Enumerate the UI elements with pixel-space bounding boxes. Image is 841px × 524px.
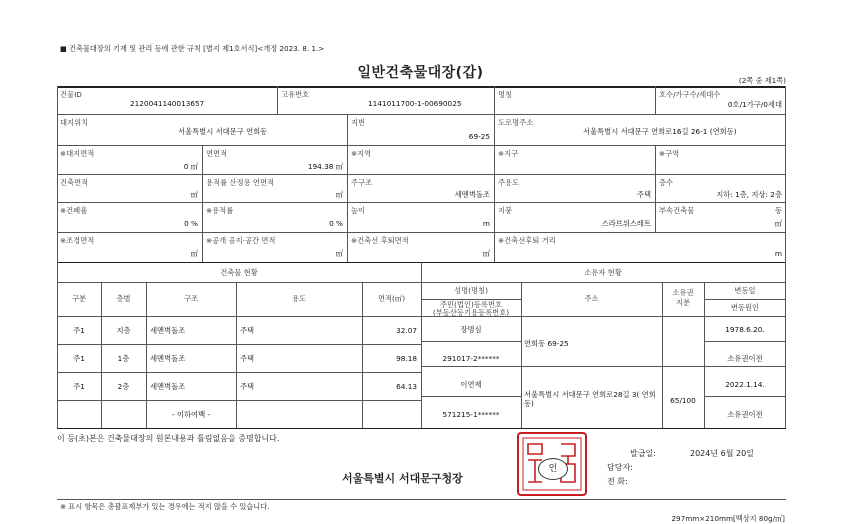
paper-spec: 297mm×210mm[백상지 80g/㎡]: [671, 514, 785, 523]
use-label: 주용도: [498, 178, 520, 187]
row-structure: 세멘벽돌조: [150, 354, 186, 363]
height-label: 높이: [351, 206, 366, 215]
legal-note: ■ 건축물대장의 기재 및 관리 등에 관한 규칙 [별지 제1호서식]<개정 2023. 8. 1.>: [60, 44, 325, 53]
site-area-label: ※대지면적: [60, 149, 95, 158]
far-label: ※용적률: [206, 206, 234, 215]
landscape-label: ※조경면적: [60, 236, 95, 245]
official-seal: [517, 432, 587, 496]
units-label: 호수/가구수/세대수: [659, 90, 721, 99]
unique-no-value: 1141011700-1-00690025: [368, 99, 462, 108]
setback-dist-value: m: [774, 249, 782, 258]
row-area: 64.13: [396, 382, 417, 391]
col-area: 면적(㎡): [377, 294, 406, 303]
building-id-label: 건물ID: [60, 90, 82, 99]
bcr-value: 0 %: [184, 219, 198, 228]
owner-change-cause: 소유권이전: [727, 410, 763, 419]
annex-count-unit: 동: [774, 206, 782, 215]
issue-date-value: 2024년 6월 20일: [690, 449, 754, 458]
owner-status-header: 소유자 현황: [584, 268, 622, 277]
owner-change-date: 2022.1.14.: [725, 380, 765, 389]
structure-value: 세멘벽돌조: [454, 190, 490, 199]
issuer-name: 서울특별시 서대문구청장: [342, 472, 463, 485]
road-value: 서울특별시 서대문구 연희로16길 26-1 (연희동): [583, 127, 737, 136]
height-value: m: [482, 219, 490, 228]
site-value: 서울특별시 서대문구 연희동: [178, 127, 268, 136]
page-info: (2쪽 중 제1쪽): [738, 76, 786, 85]
district-label: ※지구: [498, 149, 519, 158]
setback-area-label: ※건축선 후퇴면적: [351, 236, 409, 245]
owner-id: 571215-1******: [442, 410, 500, 419]
far-value: 0 %: [329, 219, 343, 228]
use-value: 주택: [636, 190, 651, 199]
col-owner-id-sub: (부동산등기용등록번호): [432, 308, 510, 317]
row-area: 98.18: [396, 354, 417, 363]
row-structure: 세멘벽돌조: [150, 326, 186, 335]
row-area: 32.07: [396, 326, 417, 335]
issue-date-label: 발급일:: [630, 449, 656, 458]
structure-label: 주구조: [351, 178, 373, 187]
sector-label: ※구역: [659, 149, 680, 158]
far-area-label: 용적률 산정용 연면적: [206, 178, 275, 187]
col-share-sub: 지분: [675, 298, 691, 307]
bldg-area-label: 건축면적: [60, 178, 89, 187]
owner-address: 연희동 69-25: [524, 339, 569, 348]
row-floor: 지층: [116, 326, 131, 335]
row-type: 주1: [73, 326, 85, 335]
roof-value: 스라브위스레트: [601, 219, 651, 228]
name-label: 명칭: [498, 90, 513, 99]
site-label: 대지위치: [60, 118, 89, 127]
col-use: 용도: [291, 294, 307, 303]
col-floor: 층별: [116, 294, 131, 303]
col-share: 소유권: [672, 288, 694, 297]
col-type: 구분: [71, 294, 87, 303]
setback-dist-label: ※건축선후퇴 거리: [498, 236, 556, 245]
floors-label: 층수: [659, 178, 674, 187]
units-value: 0호/1가구/0세대: [727, 100, 782, 109]
floor-area-value: 194.38 ㎡: [307, 162, 343, 171]
owner-address: 서울특별시 서대문구 연희로28길 3( 연희동): [524, 390, 656, 408]
phone-label: 전 화:: [607, 477, 628, 486]
col-address: 주소: [584, 294, 599, 303]
row-type: 주1: [73, 382, 85, 391]
setback-area-value: ㎡: [482, 249, 490, 258]
annex-label: 부속건축물: [659, 206, 695, 215]
unique-no-label: 고유번호: [281, 90, 310, 99]
owner-id: 291017-2******: [442, 354, 500, 363]
col-owner-id: 주민(법인)등록번호: [439, 300, 503, 309]
row-use: 주택: [240, 354, 255, 363]
road-label: 도로명주소: [498, 118, 534, 127]
col-structure: 구조: [183, 294, 199, 303]
landscape-value: ㎡: [190, 249, 198, 258]
open-space-value: ㎡: [335, 249, 343, 258]
row-floor: 1층: [117, 354, 130, 363]
seal-mark: 인: [538, 458, 568, 480]
blank-note: - 이하여백 -: [172, 410, 211, 419]
building-id-value: 2120041140013657: [130, 99, 205, 108]
owner-share: 65/100: [670, 396, 696, 405]
certify-statement: 이 등(초)본은 건축물대장의 원본내용과 틀림없음을 증명합니다.: [57, 434, 280, 443]
row-floor: 2층: [117, 382, 130, 391]
open-space-label: ※공개 공지·공간 면적: [206, 236, 276, 245]
owner-change-date: 1978.6.20.: [725, 325, 765, 334]
col-owner-name: 성명(명칭): [454, 286, 488, 295]
bldg-area-value: ㎡: [190, 190, 198, 199]
row-type: 주1: [73, 354, 85, 363]
document-title: 일반건축물대장(갑): [357, 65, 484, 81]
footer-divider: [57, 499, 786, 500]
officer-label: 담당자:: [607, 463, 633, 472]
row-use: 주택: [240, 382, 255, 391]
roof-label: 지붕: [498, 206, 513, 215]
floor-area-label: 연면적: [206, 149, 228, 158]
site-area-value: 0 ㎡: [183, 162, 198, 171]
annex-area-unit: ㎡: [774, 219, 782, 228]
owner-change-cause: 소유권이전: [727, 354, 763, 363]
owner-name: 장명심: [460, 325, 482, 334]
building-status-header: 건축물 현황: [220, 268, 258, 277]
floors-value: 지하: 1층, 지상: 2층: [716, 190, 782, 199]
lot-label: 지번: [351, 118, 366, 127]
zone-label: ※지역: [351, 149, 372, 158]
footer-note: ※ 표시 항목은 총괄표제부가 있는 경우에는 적지 않을 수 있습니다.: [60, 502, 270, 511]
bcr-label: ※건폐율: [60, 206, 88, 215]
far-area-value: ㎡: [335, 190, 343, 199]
row-structure: 세멘벽돌조: [150, 382, 186, 391]
col-change-date: 변동일: [734, 286, 756, 295]
row-use: 주택: [240, 326, 255, 335]
owner-name: 이연재: [460, 380, 482, 389]
col-change-cause: 변동원인: [730, 303, 760, 312]
lot-value: 69-25: [468, 132, 490, 141]
